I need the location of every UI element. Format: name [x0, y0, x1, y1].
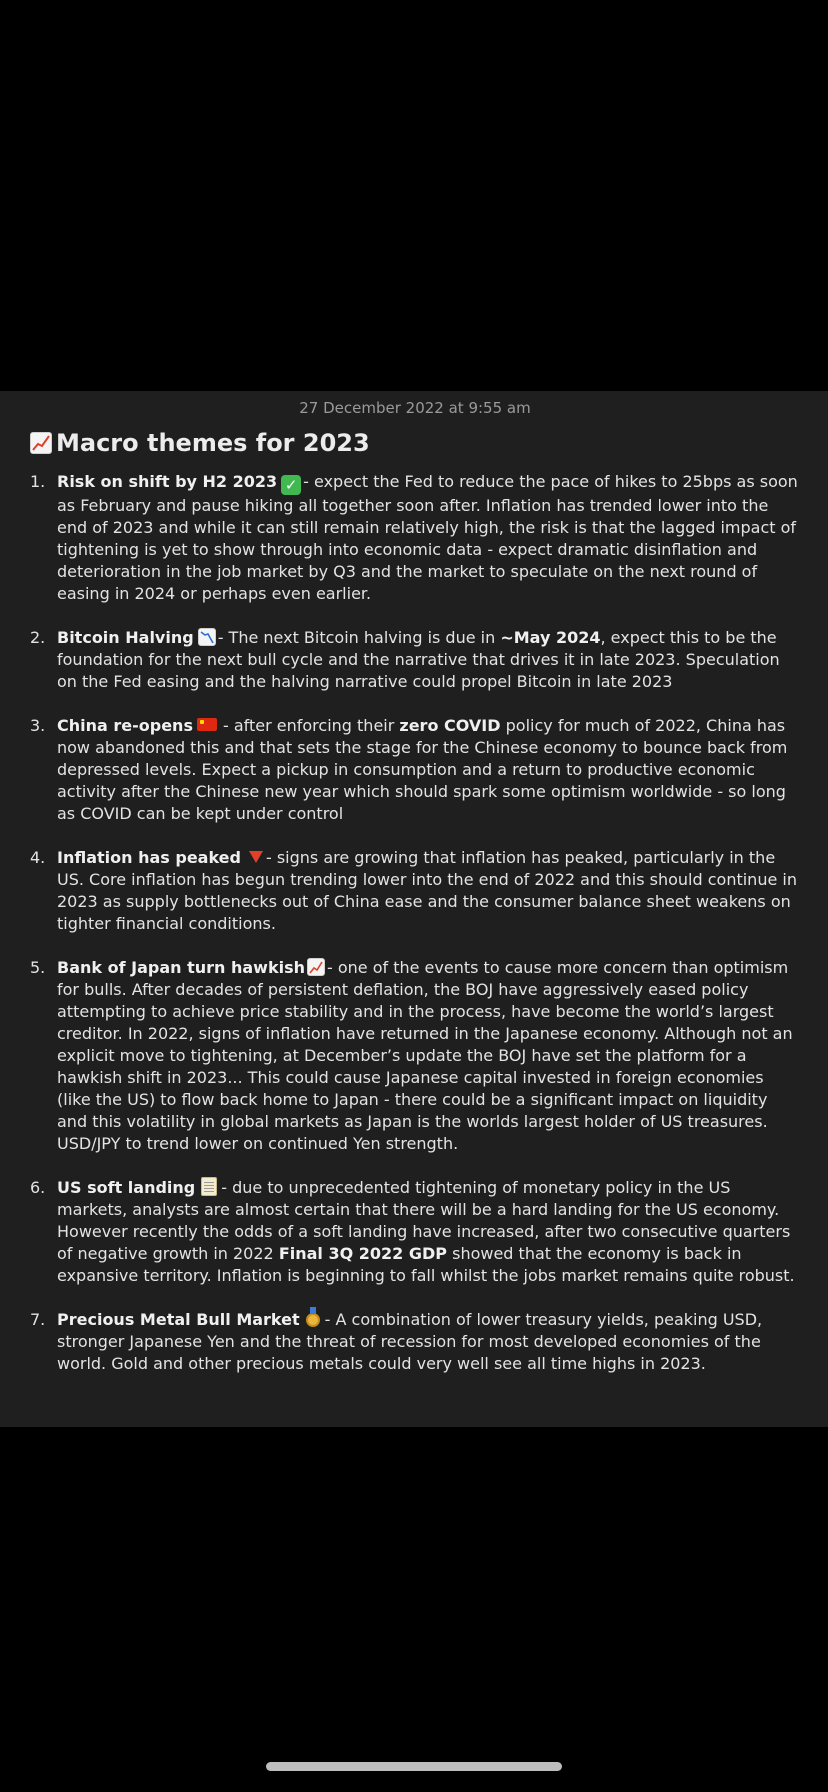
- theme-number: 7.: [30, 1310, 46, 1329]
- theme-number: 2.: [30, 628, 46, 647]
- theme-text: - after enforcing their: [222, 716, 400, 735]
- theme-text: - one of the events to cause more concern than optimism for bulls. After decades of persistent deflation, the BOJ have aggressively eased policy attempting to achieve price stability and in the process, have become the world’s largest creditor. In 2022, signs of inflation have returned in the Japanese economy. Although not an explicit move to tightening, at December’s update the BOJ have set the platform for a hawkish shift in 2023... This could cause Japanese capital invested in foreign economies (like the US) to flow back home to Japan - there could be a significant impact on liquidity and this volatility in global markets as Japan is the worlds largest holder of US treasures. USD/JPY to trend lower on continued Yen strength.: [57, 958, 793, 1153]
- theme-item-7: [30, 1309, 800, 1375]
- theme-text: showed that the economy is back in expansive territory. Inflation is beginning to fall whilst the jobs market remains quite robust.: [57, 1244, 795, 1285]
- theme-heading: China re-opens: [57, 716, 193, 735]
- chart-increasing-icon: [30, 432, 52, 454]
- theme-emphasis: Final 3Q 2022 GDP: [278, 1244, 448, 1263]
- theme-emphasis: ~May 2024: [500, 628, 601, 647]
- theme-body: [57, 1177, 800, 1287]
- memo-icon: [201, 1177, 217, 1196]
- chart-decreasing-icon: [198, 628, 216, 646]
- theme-emphasis: zero COVID: [399, 716, 501, 735]
- theme-number: 5.: [30, 958, 46, 977]
- theme-item-1: [30, 471, 800, 605]
- theme-number: 4.: [30, 848, 46, 867]
- theme-heading: Risk on shift by H2 2023: [57, 472, 278, 491]
- theme-number: 3.: [30, 716, 46, 735]
- note-card: [0, 391, 828, 1427]
- theme-text: , expect this to be the foundation for the next bull cycle and the narrative that drives it in late 2023. Speculation on the Fed easing and the halving narrative could propel Bitcoin in late 2023: [57, 628, 780, 691]
- red-triangle-down-icon: [249, 851, 263, 863]
- theme-text: - The next Bitcoin halving is due in: [217, 628, 501, 647]
- theme-body: [57, 627, 800, 693]
- theme-body: [57, 1309, 800, 1375]
- gold-medal-icon: [306, 1313, 320, 1327]
- theme-heading: Bitcoin Halving: [57, 628, 194, 647]
- theme-list: [30, 471, 800, 1375]
- theme-text: - expect the Fed to reduce the pace of hikes to 25bps as soon as February and pause hiking all together soon after. Inflation has trended lower into the end of 2023 and while it can still remain relatively high, the risk is that the lagged impact of tightening is yet to show through into economic data - expect dramatic disinflation and deterioration in the job market by Q3 and the market to speculate on the next round of easing in 2024 or perhaps even earlier.: [57, 472, 798, 603]
- home-indicator[interactable]: [266, 1762, 562, 1771]
- chart-increasing-icon: [307, 958, 325, 976]
- theme-heading: Inflation has peaked: [57, 848, 241, 867]
- note-title: [30, 428, 800, 458]
- theme-heading: US soft landing: [57, 1178, 196, 1197]
- theme-heading: Bank of Japan turn hawkish: [57, 958, 305, 977]
- theme-body: [57, 715, 800, 825]
- theme-item-2: [30, 627, 800, 693]
- theme-text: - A combination of lower treasury yields, peaking USD, stronger Japanese Yen and the threat of recession for most developed economies of the world. Gold and other precious metals could very well see all time highs in 2023.: [57, 1310, 763, 1373]
- theme-text: - due to unprecedented tightening of monetary policy in the US markets, analysts are almost certain that there will be a hard landing for the US economy. However recently the odds of a soft landing have increased, after two consecutive quarters of negative growth in 2022: [57, 1178, 791, 1263]
- theme-item-4: [30, 847, 800, 935]
- theme-item-6: [30, 1177, 800, 1287]
- note-title-text: Macro themes for 2023: [56, 429, 370, 457]
- theme-body: [57, 471, 800, 605]
- theme-text: - signs are growing that inflation has peaked, particularly in the US. Core inflation has begun trending lower into the end of 2022 and this should continue in 2023 as supply bottlenecks out of China ease and the consumer balance sheet weakens on tighter financial conditions.: [57, 848, 797, 933]
- theme-heading: Precious Metal Bull Market: [57, 1310, 300, 1329]
- theme-item-5: [30, 957, 800, 1155]
- theme-item-3: [30, 715, 800, 825]
- theme-body: [57, 957, 800, 1155]
- china-flag-icon: [197, 718, 217, 731]
- theme-body: [57, 847, 800, 935]
- theme-number: 6.: [30, 1178, 46, 1197]
- theme-number: 1.: [30, 472, 46, 491]
- check-mark-icon: ✓: [281, 475, 301, 495]
- note-date: 27 December 2022 at 9:55 am: [299, 399, 531, 417]
- theme-text: policy for much of 2022, China has now abandoned this and that sets the stage for the Chinese economy to bounce back from depressed levels. Expect a pickup in consumption and a return to productive economic activity after the Chinese new year which should spark some optimism worldwide - so long as COVID can be kept under control: [57, 716, 788, 823]
